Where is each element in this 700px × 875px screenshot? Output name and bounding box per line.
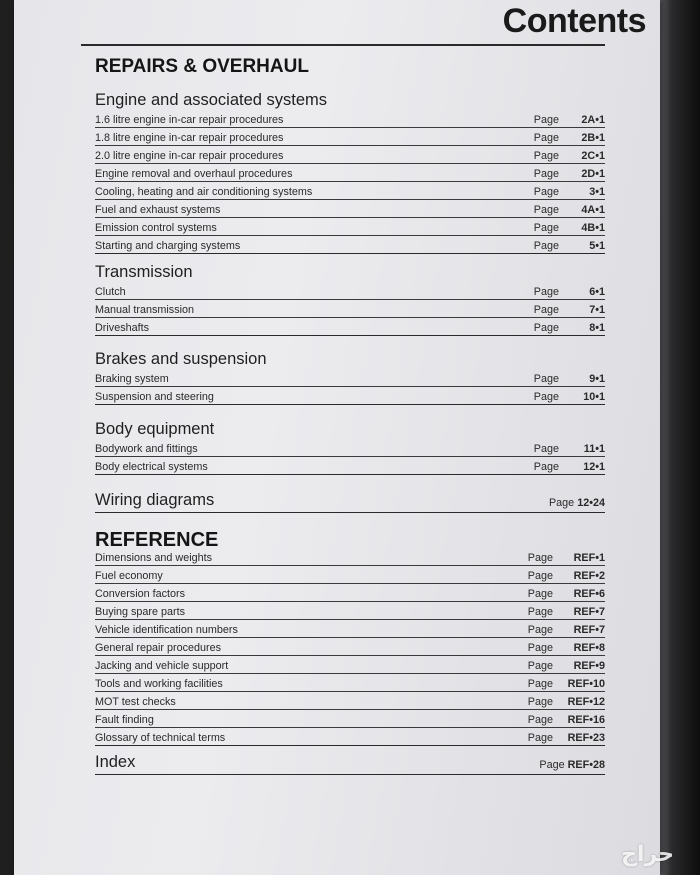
page-reference	[534, 461, 605, 474]
page-word: Page	[533, 168, 559, 180]
toc-row[interactable]	[95, 110, 605, 128]
toc-label: 2.0 litre engine in-car repair procedures	[95, 150, 284, 162]
page-reference	[534, 168, 605, 181]
toc-row[interactable]	[95, 674, 605, 692]
page-number: REF•16	[567, 714, 605, 726]
page-reference	[528, 642, 605, 655]
section-heading: Transmission	[95, 263, 193, 281]
toc-label: Clutch	[95, 286, 126, 298]
page-reference	[528, 732, 605, 745]
page-word: Page	[527, 606, 553, 618]
toc-row[interactable]	[95, 182, 605, 200]
page-reference	[534, 222, 605, 235]
section-body	[95, 420, 605, 475]
page-number: 5•1	[589, 240, 605, 252]
toc-label: Fuel and exhaust systems	[95, 204, 221, 216]
page-reference	[549, 497, 605, 512]
page-number: 9•1	[589, 373, 605, 385]
page-word: Page	[527, 642, 553, 654]
toc-row[interactable]	[95, 584, 605, 602]
toc-label: Vehicle identification numbers	[95, 624, 238, 636]
title-rule	[81, 44, 605, 46]
toc-row[interactable]	[95, 710, 605, 728]
toc-row-wiring[interactable]	[95, 490, 605, 513]
page-number: REF•12	[567, 696, 605, 708]
toc-row[interactable]	[95, 620, 605, 638]
page-number: 11•1	[583, 443, 605, 455]
page-word: Page	[527, 588, 553, 600]
toc-row[interactable]	[95, 387, 605, 405]
page-number: 2C•1	[581, 150, 605, 162]
page-number: REF•28	[567, 759, 605, 771]
toc-label: Body electrical systems	[95, 461, 208, 473]
page-reference	[534, 391, 605, 404]
toc-label: Suspension and steering	[95, 391, 214, 403]
toc-label: Glossary of technical terms	[95, 732, 226, 744]
page-word: Page	[527, 552, 553, 564]
toc-row[interactable]	[95, 300, 605, 318]
page-number: 12•1	[583, 461, 605, 473]
page-reference	[528, 696, 605, 709]
page-reference	[534, 443, 605, 456]
page-number: REF•1	[573, 552, 605, 564]
page-word: Page	[539, 759, 565, 771]
toc-row[interactable]	[95, 282, 605, 300]
page-word: Page	[533, 132, 559, 144]
page-reference	[528, 678, 605, 691]
section-brakes	[95, 350, 605, 405]
page-word: Page	[533, 240, 559, 252]
page-word: Page	[527, 732, 553, 744]
page-number: 4B•1	[581, 222, 605, 234]
toc-row[interactable]	[95, 602, 605, 620]
section-reference	[95, 548, 605, 746]
page-reference	[528, 552, 605, 565]
page-reference	[534, 286, 605, 299]
page-number: 2B•1	[581, 132, 605, 144]
page-number: REF•9	[573, 660, 605, 672]
page-word: Page	[533, 222, 559, 234]
toc-label: Manual transmission	[95, 304, 195, 316]
page-word: Page	[533, 443, 559, 455]
page-reference	[534, 186, 605, 199]
page-reference	[528, 660, 605, 673]
part-title-repairs: REPAIRS & OVERHAUL	[95, 56, 309, 77]
page-number: REF•8	[573, 642, 605, 654]
page-reference	[539, 759, 605, 774]
toc-label: Braking system	[95, 373, 169, 385]
book-spine	[660, 0, 700, 875]
page-reference	[528, 588, 605, 601]
section-wiring	[95, 490, 605, 513]
page-reference	[528, 714, 605, 727]
toc-row[interactable]	[95, 218, 605, 236]
page-number: 2D•1	[581, 168, 605, 180]
toc-row[interactable]	[95, 128, 605, 146]
page-word: Page	[533, 114, 559, 126]
section-index	[95, 752, 605, 775]
page-number: 4A•1	[581, 204, 605, 216]
section-engine	[95, 91, 605, 254]
toc-row[interactable]	[95, 638, 605, 656]
page-number: REF•7	[573, 624, 605, 636]
toc-label: Fuel economy	[95, 570, 163, 582]
toc-label: Wiring diagrams	[95, 491, 215, 509]
page-number: 7•1	[589, 304, 605, 316]
page-word: Page	[533, 373, 559, 385]
toc-row[interactable]	[95, 236, 605, 254]
toc-label: Engine removal and overhaul procedures	[95, 168, 293, 180]
toc-label: Jacking and vehicle support	[95, 660, 229, 672]
toc-label: Cooling, heating and air conditioning systems	[95, 186, 313, 198]
toc-row[interactable]	[95, 548, 605, 566]
page-number: REF•6	[573, 588, 605, 600]
page-reference	[534, 132, 605, 145]
page-number: REF•7	[573, 606, 605, 618]
toc-label: Tools and working facilities	[95, 678, 223, 690]
toc-label: Buying spare parts	[95, 606, 186, 618]
page-reference	[534, 240, 605, 253]
toc-label: Bodywork and fittings	[95, 443, 198, 455]
toc-label: Emission control systems	[95, 222, 217, 234]
page-number: REF•10	[567, 678, 605, 690]
toc-row[interactable]	[95, 164, 605, 182]
haraj-watermark: حراج	[621, 842, 674, 867]
page-word: Page	[533, 186, 559, 198]
toc-label: Fault finding	[95, 714, 154, 726]
page-number: REF•2	[573, 570, 605, 582]
page-number: 8•1	[589, 322, 605, 334]
toc-row[interactable]	[95, 318, 605, 336]
toc-label: Conversion factors	[95, 588, 186, 600]
page-reference	[534, 114, 605, 127]
toc-row[interactable]	[95, 692, 605, 710]
page-reference	[528, 624, 605, 637]
section-heading: Brakes and suspension	[95, 350, 267, 368]
toc-label: Dimensions and weights	[95, 552, 213, 564]
page-word: Page	[533, 461, 559, 473]
page-reference	[534, 204, 605, 217]
toc-row[interactable]	[95, 369, 605, 387]
page-word: Page	[527, 624, 553, 636]
page-number: 3•1	[589, 186, 605, 198]
page-word: Page	[527, 570, 553, 582]
page-word: Page	[533, 391, 559, 403]
page-number: REF•23	[567, 732, 605, 744]
page-title: Contents	[502, 2, 646, 40]
toc-row[interactable]	[95, 656, 605, 674]
page-reference	[528, 570, 605, 583]
toc-label: Driveshafts	[95, 322, 150, 334]
toc-label: Starting and charging systems	[95, 240, 241, 252]
toc-row[interactable]	[95, 146, 605, 164]
toc-row[interactable]	[95, 439, 605, 457]
page-number: 12•24	[577, 497, 605, 509]
page-number: 6•1	[589, 286, 605, 298]
toc-label: 1.8 litre engine in-car repair procedures	[95, 132, 284, 144]
toc-row[interactable]	[95, 200, 605, 218]
page-number: 10•1	[583, 391, 605, 403]
page-reference	[534, 373, 605, 386]
page-word: Page	[533, 304, 559, 316]
part-title-reference: REFERENCE	[95, 529, 219, 551]
page-word: Page	[527, 660, 553, 672]
section-heading: Engine and associated systems	[95, 91, 328, 109]
page-word: Page	[548, 497, 575, 509]
toc-row-index[interactable]	[95, 752, 605, 775]
page-word: Page	[527, 714, 553, 726]
toc-label: MOT test checks	[95, 696, 176, 708]
page-word: Page	[533, 150, 559, 162]
page-reference	[528, 606, 605, 619]
toc-label: 1.6 litre engine in-car repair procedures	[95, 114, 284, 126]
toc-row[interactable]	[95, 728, 605, 746]
page-word: Page	[527, 696, 553, 708]
toc-row[interactable]	[95, 566, 605, 584]
toc-label: Index	[95, 753, 136, 771]
page-word: Page	[533, 204, 559, 216]
page-reference	[534, 150, 605, 163]
toc-row[interactable]	[95, 457, 605, 475]
page-word: Page	[527, 678, 553, 690]
page-number: 2A•1	[581, 114, 605, 126]
section-transmission	[95, 263, 605, 336]
section-heading: Body equipment	[95, 420, 215, 438]
page-reference	[534, 322, 605, 335]
page-word: Page	[533, 322, 559, 334]
toc-label: General repair procedures	[95, 642, 222, 654]
page-word: Page	[533, 286, 559, 298]
page-reference	[534, 304, 605, 317]
